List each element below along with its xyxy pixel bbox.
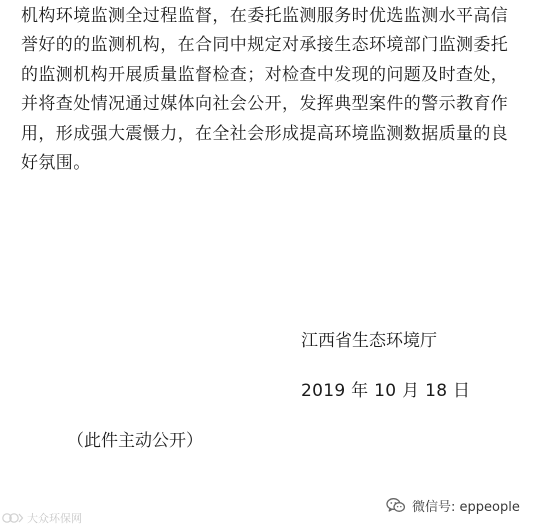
source-watermark (2, 510, 82, 526)
wechat-id-text: 微信号: eppeople (412, 500, 520, 515)
issuer-signature: 江西省生态环境厅 (301, 331, 437, 351)
wechat-icon (386, 497, 406, 514)
paragraph-line-3: 的监测机构开展质量监督检查；对检查中发现的问题及时查处， (21, 64, 509, 85)
document-body (21, 2, 536, 178)
paragraph-line-1: 机构环境监测全过程监督，在委托监测服务时优选监测水平高信 (21, 6, 509, 26)
issue-date: 2019 年 10 月 18 日 (301, 381, 471, 401)
source-logo-icon (2, 511, 24, 525)
paragraph-line-5: 用，形成强大震慑力，在全社会形成提高环境监测数据质量的良 (21, 123, 509, 144)
paragraph-line-4: 并将查处情况通过媒体向社会公开，发挥典型案件的警示教育作 (21, 94, 509, 115)
wechat-watermark (386, 496, 520, 515)
disclosure-note: （此件主动公开） (67, 431, 203, 451)
paragraph-line-6: 好氛围。 (21, 152, 91, 173)
paragraph-line-2: 誉好的的监测机构，在合同中规定对承接生态环境部门监测委托 (21, 35, 509, 56)
source-text: 大众环保网 (27, 512, 82, 525)
